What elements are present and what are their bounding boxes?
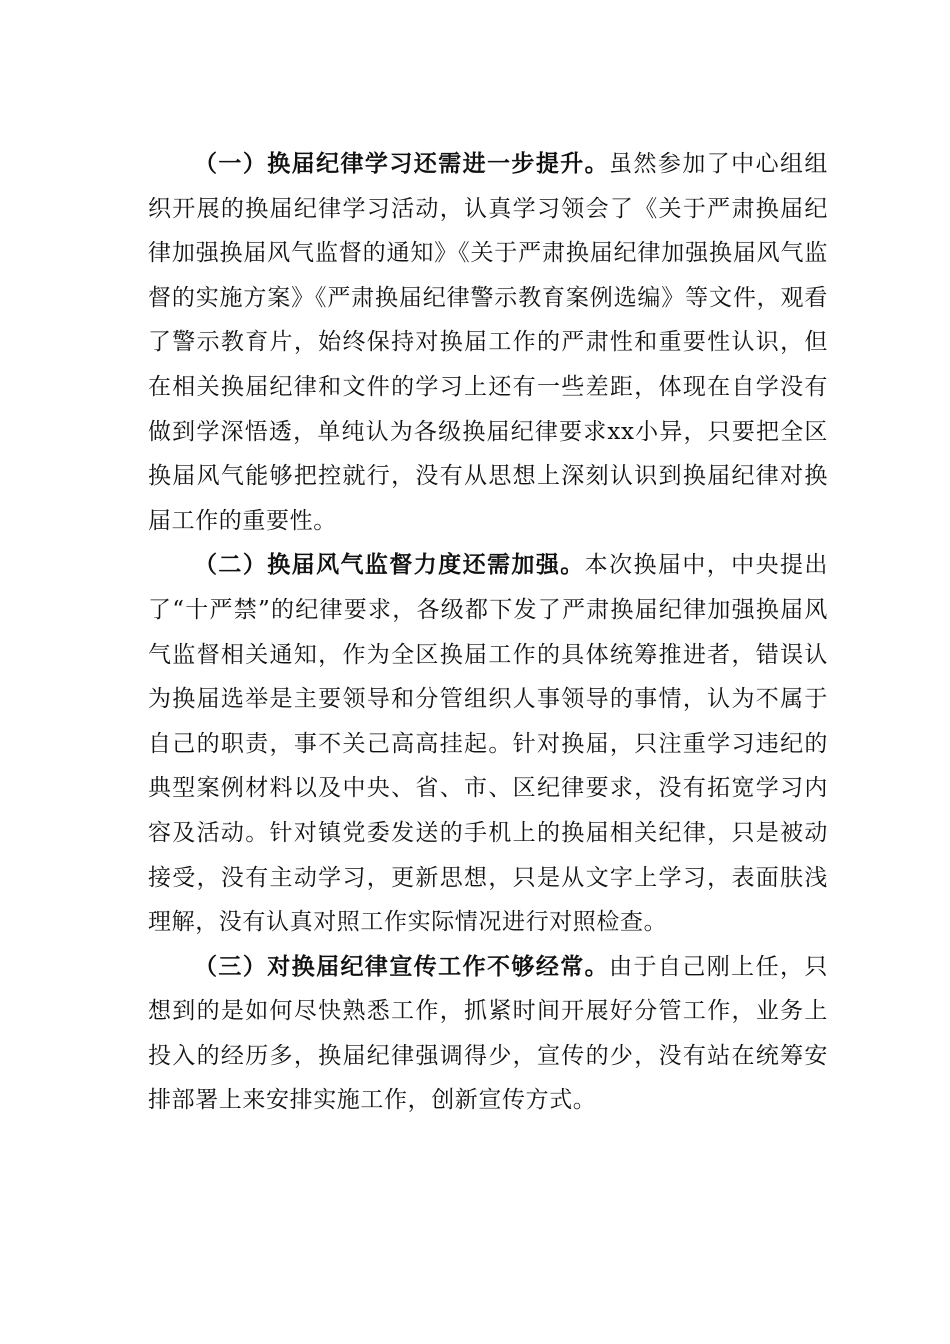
paragraph-3-heading: （三）对换届纪律宣传工作不够经常。 (194, 953, 610, 980)
paragraph-2-heading: （二）换届风气监督力度还需加强。 (194, 552, 585, 579)
paragraph-2 (148, 543, 828, 944)
paragraph-3 (148, 945, 828, 1123)
paragraph-3-body: 由于自己刚上任，只想到的是如何尽快熟悉工作，抓紧时间开展好分管工作，业务上投入的经历多，换届纪律强调得少，宣传的少，没有站在统筹安排部署上来安排实施工作，创新宣传方式。 (148, 953, 829, 1114)
paragraph-2-body: 本次换届中，中央提出了“十严禁”的纪律要求，各级都下发了严肃换届纪律加强换届风气监督相关通知，作为全区换届工作的具体统筹推进者，错误认为换届选举是主要领导和分管组织人事领导的事情，认为不属于自己的职责，事不关己高高挂起。针对换届，只注重学习违纪的典型案例材料以及中央、省、市、区纪律要求，没有拓宽学习内容及活动。针对镇党委发送的手机上的换届相关纪律，只是被动接受，没有主动学习，更新思想，只是从文字上学习，表面肤浅理解，没有认真对照工作实际情况进行对照检查。 (148, 552, 828, 936)
paragraph-1 (148, 142, 828, 543)
document-page (148, 142, 828, 1123)
paragraph-1-heading: （一）换届纪律学习还需进一步提升。 (194, 151, 610, 177)
paragraph-1-body: 虽然参加了中心组组织开展的换届纪律学习活动，认真学习领会了《关于严肃换届纪律加强换届风气监督的通知》《关于严肃换届纪律加强换届风气监督的实施方案》《严肃换届纪律警示教育案例选编》等文件，观看了警示教育片，始终保持对换届工作的严肃性和重要性认识，但在相关换届纪律和文件的学习上还有一些差距，体现在自学没有做到学深悟透，单纯认为各级换届纪律要求xx小异，只要把全区换届风气能够把控就行，没有从思想上深刻认识到换届纪律对换届工作的重要性。 (148, 151, 829, 534)
